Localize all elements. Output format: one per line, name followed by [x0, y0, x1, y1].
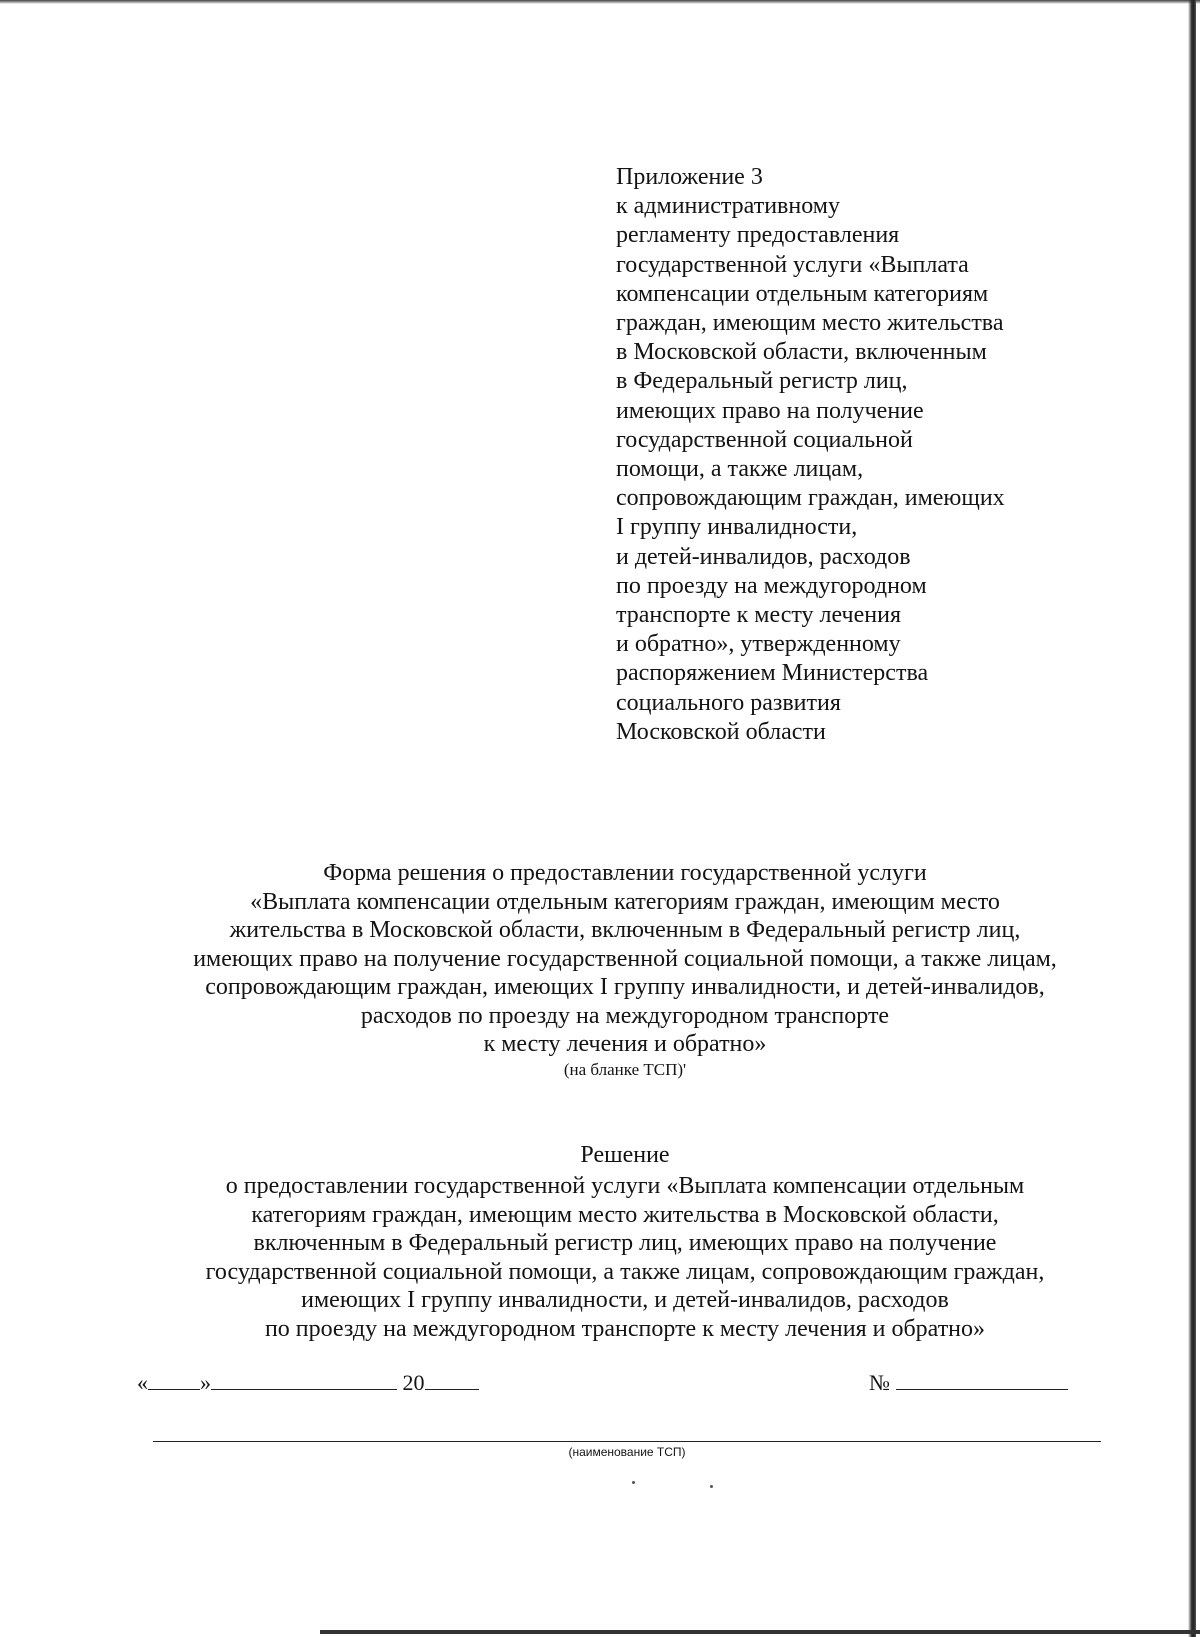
- form-note: (на бланке ТСП)': [563, 1059, 687, 1079]
- scan-edge-bottom: [320, 1630, 1200, 1634]
- form-title-line: к месту лечения и обратно»: [483, 1031, 767, 1057]
- annex-line: и обратно», утвержденному: [616, 631, 901, 658]
- year-prefix: 20: [402, 1370, 425, 1395]
- quote-open: «: [137, 1370, 148, 1395]
- annex-line: по проезду на междугородном: [616, 572, 927, 599]
- number-field[interactable]: [869, 1369, 1068, 1396]
- day-blank[interactable]: [148, 1369, 200, 1390]
- annex-block: [616, 163, 1116, 747]
- date-number-row: [137, 1369, 1077, 1399]
- annex-line: сопровождающим граждан, имеющих: [616, 485, 1005, 512]
- annex-line: транспорте к месту лечения: [616, 602, 901, 629]
- year-blank[interactable]: [425, 1369, 479, 1390]
- annex-line: и детей-инвалидов, расходов: [616, 543, 911, 570]
- number-label: №: [869, 1370, 890, 1395]
- number-blank[interactable]: [896, 1369, 1068, 1390]
- decision-line: по проезду на междугородном транспорте к месту лечения и обратно»: [264, 1315, 986, 1342]
- decision-line: государственной социальной помощи, а также лицам, сопровождающим граждан,: [205, 1258, 1045, 1285]
- form-title-line: расходов по проезду на междугородном транспорте: [360, 1002, 890, 1029]
- decision-line: имеющих I группу инвалидности, и детей-инвалидов, расходов: [301, 1287, 949, 1313]
- form-title-line: сопровождающим граждан, имеющих I группу инвалидности, и детей-инвалидов,: [205, 974, 1045, 1000]
- decision-heading-block: [100, 1141, 1150, 1170]
- decision-heading: Решение: [580, 1142, 670, 1168]
- decision-title-block: [100, 1172, 1150, 1343]
- quote-close: »: [200, 1370, 211, 1395]
- annex-line: I группу инвалидности,: [616, 514, 858, 541]
- form-title-line: жительства в Московской области, включенным в Федеральный регистр лиц,: [229, 917, 1021, 943]
- annex-line: граждан, имеющим место жительства: [616, 310, 1004, 337]
- decision-line: категориям граждан, имеющим место жительства в Московской области,: [251, 1201, 999, 1228]
- annex-line: Приложение 3: [616, 164, 763, 190]
- scan-edge-top: [0, 0, 1200, 4]
- scan-speck: [632, 1481, 635, 1484]
- annex-line: компенсации отдельным категориям: [616, 280, 989, 307]
- form-title-line: «Выплата компенсации отдельным категориям граждан, имеющим место: [250, 888, 1000, 915]
- org-name-line[interactable]: [153, 1441, 1101, 1442]
- annex-line: имеющих право на получение: [616, 397, 924, 424]
- form-title-line: Форма решения о предоставлении государственной услуги: [323, 860, 927, 886]
- scan-edge-right: [1188, 0, 1196, 1637]
- decision-line: включенным в Федеральный регистр лиц, имеющих право на получение: [253, 1230, 997, 1256]
- annex-line: распоряжением Министерства: [616, 660, 929, 687]
- scan-speck: [710, 1485, 713, 1488]
- annex-line: социального развития: [616, 689, 841, 716]
- annex-line: государственной услуги «Выплата: [616, 251, 969, 278]
- date-field[interactable]: [137, 1369, 479, 1396]
- annex-line: в Федеральный регистр лиц,: [616, 368, 908, 395]
- month-blank[interactable]: [211, 1369, 397, 1390]
- annex-line: регламенту предоставления: [616, 222, 900, 249]
- annex-line: в Московской области, включенным: [616, 339, 987, 366]
- form-title-line: имеющих право на получение государственной социальной помощи, а также лицам,: [193, 945, 1057, 972]
- org-name-caption: (наименование ТСП): [568, 1445, 686, 1459]
- annex-line: Московской области: [616, 718, 826, 745]
- annex-line: к административному: [616, 193, 840, 220]
- decision-line: о предоставлении государственной услуги «Выплата компенсации отдельным: [225, 1173, 1025, 1199]
- annex-line: государственной социальной: [616, 426, 913, 453]
- annex-line: помощи, а также лицам,: [616, 456, 864, 483]
- form-title-block: [100, 859, 1150, 1081]
